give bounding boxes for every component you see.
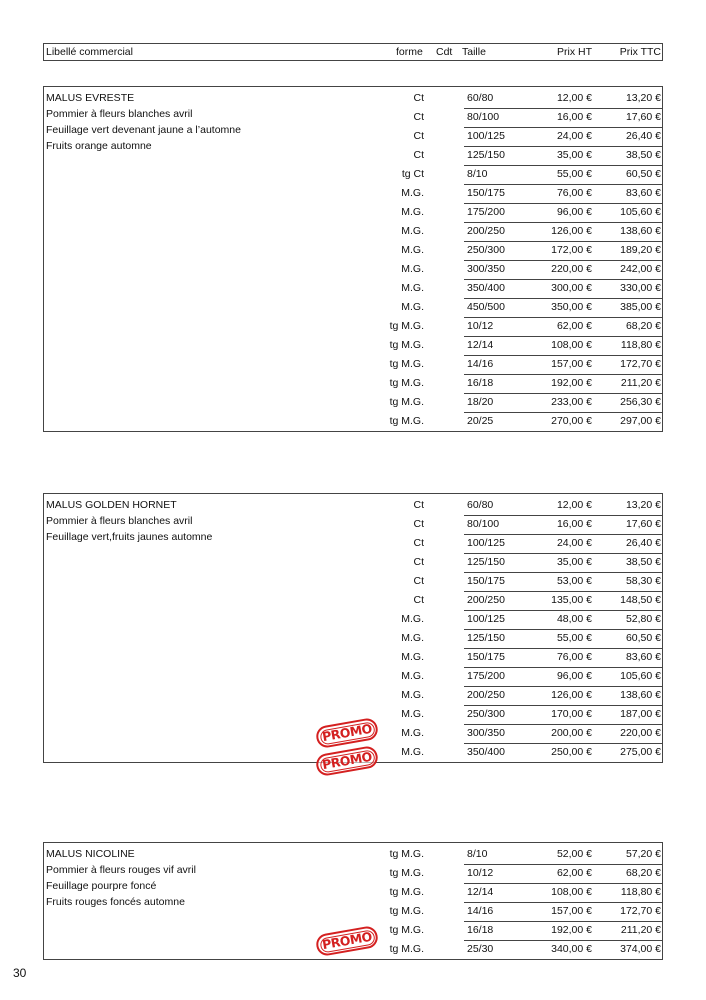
table-row xyxy=(44,223,662,242)
prix-ht-cell: 108,00 € xyxy=(551,886,592,898)
prix-ht-cell: 55,00 € xyxy=(556,632,592,644)
prix-ht-cell: 12,00 € xyxy=(556,92,592,104)
prix-ttc-cell: 83,60 € xyxy=(625,187,661,199)
table-row xyxy=(44,846,662,865)
taille-cell: 10/12 xyxy=(467,867,494,879)
forme-cell: tg M.G. xyxy=(389,358,424,370)
taille-cell: 200/250 xyxy=(467,594,505,606)
taille-cell: 250/300 xyxy=(467,708,505,720)
prix-ht-cell: 233,00 € xyxy=(551,396,592,408)
taille-cell: 300/350 xyxy=(467,727,505,739)
prix-ttc-cell: 220,00 € xyxy=(620,727,661,739)
taille-cell: 175/200 xyxy=(467,670,505,682)
prix-ht-cell: 192,00 € xyxy=(551,377,592,389)
promo-stamp: PROMO xyxy=(315,925,380,957)
prix-ht-cell: 55,00 € xyxy=(556,168,592,180)
prix-ht-cell: 270,00 € xyxy=(551,415,592,427)
prix-ht-cell: 172,00 € xyxy=(551,244,592,256)
forme-cell: M.G. xyxy=(401,187,424,199)
prix-ttc-cell: 242,00 € xyxy=(620,263,661,275)
prix-ttc-cell: 105,60 € xyxy=(620,206,661,218)
prix-ttc-cell: 83,60 € xyxy=(625,651,661,663)
taille-cell: 25/30 xyxy=(467,943,494,955)
prix-ht-cell: 62,00 € xyxy=(556,867,592,879)
product-name: MALUS NICOLINE xyxy=(46,848,135,860)
taille-cell: 450/500 xyxy=(467,301,505,313)
description-line: Pommier à fleurs blanches avril xyxy=(46,108,193,120)
table-row xyxy=(44,147,662,166)
forme-cell: tg M.G. xyxy=(389,377,424,389)
prix-ttc-cell: 374,00 € xyxy=(620,943,661,955)
table-header xyxy=(43,43,663,61)
table-row xyxy=(44,280,662,299)
prix-ttc-cell: 58,30 € xyxy=(625,575,661,587)
forme-cell: M.G. xyxy=(401,206,424,218)
taille-cell: 125/150 xyxy=(467,149,505,161)
description-line: Pommier à fleurs rouges vif avril xyxy=(46,864,196,876)
taille-cell: 18/20 xyxy=(467,396,494,408)
prix-ttc-cell: 189,20 € xyxy=(620,244,661,256)
table-row xyxy=(44,128,662,147)
table-row xyxy=(44,337,662,356)
prix-ttc-cell: 57,20 € xyxy=(625,848,661,860)
prix-ht-cell: 96,00 € xyxy=(556,206,592,218)
forme-cell: M.G. xyxy=(401,225,424,237)
prix-ttc-cell: 256,30 € xyxy=(620,396,661,408)
forme-cell: M.G. xyxy=(401,632,424,644)
taille-cell: 10/12 xyxy=(467,320,494,332)
forme-cell: tg M.G. xyxy=(389,905,424,917)
forme-cell: tg M.G. xyxy=(389,396,424,408)
forme-cell: M.G. xyxy=(401,670,424,682)
prix-ht-cell: 250,00 € xyxy=(551,746,592,758)
forme-cell: tg Ct xyxy=(401,168,424,180)
taille-cell: 14/16 xyxy=(467,905,494,917)
description-line: Pommier à fleurs blanches avril xyxy=(46,515,193,527)
table-row xyxy=(44,687,662,706)
taille-cell: 60/80 xyxy=(467,92,494,104)
prix-ttc-cell: 13,20 € xyxy=(625,499,661,511)
taille-cell: 150/175 xyxy=(467,575,505,587)
forme-cell: M.G. xyxy=(401,746,424,758)
prix-ht-cell: 35,00 € xyxy=(556,149,592,161)
taille-cell: 8/10 xyxy=(467,168,488,180)
prix-ht-cell: 192,00 € xyxy=(551,924,592,936)
taille-cell: 300/350 xyxy=(467,263,505,275)
page-number: 30 xyxy=(13,966,27,980)
taille-cell: 350/400 xyxy=(467,746,505,758)
forme-cell: Ct xyxy=(413,111,424,123)
prix-ttc-cell: 52,80 € xyxy=(625,613,661,625)
promo-stamp: PROMO xyxy=(315,717,380,749)
taille-cell: 125/150 xyxy=(467,632,505,644)
prix-ht-cell: 350,00 € xyxy=(551,301,592,313)
forme-cell: Ct xyxy=(413,149,424,161)
prix-ttc-cell: 138,60 € xyxy=(620,689,661,701)
prix-ttc-cell: 38,50 € xyxy=(625,556,661,568)
prix-ttc-cell: 148,50 € xyxy=(620,594,661,606)
taille-cell: 80/100 xyxy=(467,518,500,530)
description-line: Fruits orange automne xyxy=(46,140,152,152)
prix-ht-cell: 200,00 € xyxy=(551,727,592,739)
table-row xyxy=(44,668,662,687)
prix-ht-cell: 16,00 € xyxy=(556,518,592,530)
prix-ht-cell: 12,00 € xyxy=(556,499,592,511)
prix-ttc-cell: 26,40 € xyxy=(625,130,661,142)
prix-ttc-cell: 187,00 € xyxy=(620,708,661,720)
forme-cell: M.G. xyxy=(401,708,424,720)
taille-cell: 100/125 xyxy=(467,613,505,625)
table-row xyxy=(44,261,662,280)
taille-cell: 100/125 xyxy=(467,537,505,549)
table-row xyxy=(44,109,662,128)
header-taille: Taille xyxy=(462,46,486,58)
forme-cell: M.G. xyxy=(401,263,424,275)
prix-ttc-cell: 17,60 € xyxy=(625,111,661,123)
table-row xyxy=(44,166,662,185)
table-row xyxy=(44,318,662,337)
table-row xyxy=(44,516,662,535)
forme-cell: Ct xyxy=(413,499,424,511)
prix-ttc-cell: 68,20 € xyxy=(625,320,661,332)
prix-ttc-cell: 26,40 € xyxy=(625,537,661,549)
prix-ht-cell: 170,00 € xyxy=(551,708,592,720)
prix-ttc-cell: 60,50 € xyxy=(625,168,661,180)
forme-cell: tg M.G. xyxy=(389,848,424,860)
forme-cell: tg M.G. xyxy=(389,886,424,898)
forme-cell: Ct xyxy=(413,575,424,587)
forme-cell: Ct xyxy=(413,556,424,568)
table-row xyxy=(44,865,662,884)
forme-cell: M.G. xyxy=(401,613,424,625)
prix-ttc-cell: 38,50 € xyxy=(625,149,661,161)
table-row xyxy=(44,394,662,413)
prix-ttc-cell: 330,00 € xyxy=(620,282,661,294)
prix-ht-cell: 24,00 € xyxy=(556,537,592,549)
prix-ht-cell: 53,00 € xyxy=(556,575,592,587)
forme-cell: Ct xyxy=(413,92,424,104)
taille-cell: 12/14 xyxy=(467,886,494,898)
taille-cell: 200/250 xyxy=(467,689,505,701)
table-row xyxy=(44,375,662,394)
prix-ht-cell: 16,00 € xyxy=(556,111,592,123)
taille-cell: 150/175 xyxy=(467,651,505,663)
taille-cell: 250/300 xyxy=(467,244,505,256)
description-line: Fruits rouges foncés automne xyxy=(46,896,185,908)
price-rows xyxy=(44,90,662,432)
taille-cell: 80/100 xyxy=(467,111,500,123)
prix-ht-cell: 48,00 € xyxy=(556,613,592,625)
taille-cell: 14/16 xyxy=(467,358,494,370)
table-row xyxy=(44,242,662,261)
table-row xyxy=(44,592,662,611)
prix-ht-cell: 76,00 € xyxy=(556,651,592,663)
forme-cell: tg M.G. xyxy=(389,415,424,427)
table-row xyxy=(44,884,662,903)
prix-ttc-cell: 275,00 € xyxy=(620,746,661,758)
table-row xyxy=(44,535,662,554)
prix-ht-cell: 157,00 € xyxy=(551,905,592,917)
prix-ttc-cell: 297,00 € xyxy=(620,415,661,427)
table-row xyxy=(44,356,662,375)
prix-ht-cell: 157,00 € xyxy=(551,358,592,370)
prix-ttc-cell: 105,60 € xyxy=(620,670,661,682)
table-row xyxy=(44,413,662,432)
product-name: MALUS GOLDEN HORNET xyxy=(46,499,177,511)
forme-cell: tg M.G. xyxy=(389,320,424,332)
table-row xyxy=(44,611,662,630)
header-prix-ttc: Prix TTC xyxy=(619,46,661,58)
prix-ht-cell: 126,00 € xyxy=(551,689,592,701)
table-row xyxy=(44,649,662,668)
prix-ttc-cell: 60,50 € xyxy=(625,632,661,644)
prix-ht-cell: 76,00 € xyxy=(556,187,592,199)
prix-ttc-cell: 13,20 € xyxy=(625,92,661,104)
prix-ttc-cell: 138,60 € xyxy=(620,225,661,237)
prix-ttc-cell: 211,20 € xyxy=(620,377,661,389)
product-block-malus-evreste xyxy=(43,86,663,432)
forme-cell: M.G. xyxy=(401,282,424,294)
forme-cell: tg M.G. xyxy=(389,867,424,879)
taille-cell: 150/175 xyxy=(467,187,505,199)
taille-cell: 175/200 xyxy=(467,206,505,218)
forme-cell: tg M.G. xyxy=(389,339,424,351)
taille-cell: 12/14 xyxy=(467,339,494,351)
forme-cell: M.G. xyxy=(401,244,424,256)
table-row xyxy=(44,204,662,223)
prix-ht-cell: 52,00 € xyxy=(556,848,592,860)
forme-cell: Ct xyxy=(413,518,424,530)
prix-ht-cell: 108,00 € xyxy=(551,339,592,351)
header-libelle: Libellé commercial xyxy=(46,46,133,58)
taille-cell: 200/250 xyxy=(467,225,505,237)
table-row xyxy=(44,185,662,204)
prix-ht-cell: 126,00 € xyxy=(551,225,592,237)
promo-stamp: PROMO xyxy=(315,745,380,777)
prix-ttc-cell: 17,60 € xyxy=(625,518,661,530)
table-row xyxy=(44,554,662,573)
taille-cell: 16/18 xyxy=(467,377,494,389)
forme-cell: Ct xyxy=(413,130,424,142)
description-line: Feuillage pourpre foncé xyxy=(46,880,157,892)
forme-cell: tg M.G. xyxy=(389,943,424,955)
forme-cell: M.G. xyxy=(401,727,424,739)
taille-cell: 8/10 xyxy=(467,848,488,860)
prix-ttc-cell: 118,80 € xyxy=(620,339,661,351)
prix-ht-cell: 220,00 € xyxy=(551,263,592,275)
forme-cell: Ct xyxy=(413,594,424,606)
description-line: Feuillage vert,fruits jaunes automne xyxy=(46,531,213,543)
prix-ttc-cell: 172,70 € xyxy=(620,358,661,370)
header-prix-ht: Prix HT xyxy=(557,46,592,58)
prix-ht-cell: 35,00 € xyxy=(556,556,592,568)
table-row xyxy=(44,630,662,649)
description-line: Feuillage vert devenant jaune a l’automne xyxy=(46,124,241,136)
taille-cell: 60/80 xyxy=(467,499,494,511)
table-row xyxy=(44,497,662,516)
prix-ttc-cell: 68,20 € xyxy=(625,867,661,879)
header-forme: forme xyxy=(396,46,423,58)
prix-ht-cell: 135,00 € xyxy=(551,594,592,606)
taille-cell: 350/400 xyxy=(467,282,505,294)
forme-cell: Ct xyxy=(413,537,424,549)
table-row xyxy=(44,90,662,109)
prix-ttc-cell: 385,00 € xyxy=(620,301,661,313)
header-cdt: Cdt xyxy=(436,46,453,58)
prix-ht-cell: 96,00 € xyxy=(556,670,592,682)
forme-cell: M.G. xyxy=(401,689,424,701)
taille-cell: 16/18 xyxy=(467,924,494,936)
prix-ht-cell: 62,00 € xyxy=(556,320,592,332)
table-row xyxy=(44,573,662,592)
prix-ht-cell: 300,00 € xyxy=(551,282,592,294)
product-name: MALUS EVRESTE xyxy=(46,92,135,104)
prix-ttc-cell: 172,70 € xyxy=(620,905,661,917)
taille-cell: 20/25 xyxy=(467,415,494,427)
prix-ht-cell: 340,00 € xyxy=(551,943,592,955)
table-row xyxy=(44,903,662,922)
prix-ttc-cell: 118,80 € xyxy=(620,886,661,898)
taille-cell: 100/125 xyxy=(467,130,505,142)
table-row xyxy=(44,299,662,318)
forme-cell: tg M.G. xyxy=(389,924,424,936)
forme-cell: M.G. xyxy=(401,301,424,313)
forme-cell: M.G. xyxy=(401,651,424,663)
prix-ht-cell: 24,00 € xyxy=(556,130,592,142)
taille-cell: 125/150 xyxy=(467,556,505,568)
prix-ttc-cell: 211,20 € xyxy=(620,924,661,936)
